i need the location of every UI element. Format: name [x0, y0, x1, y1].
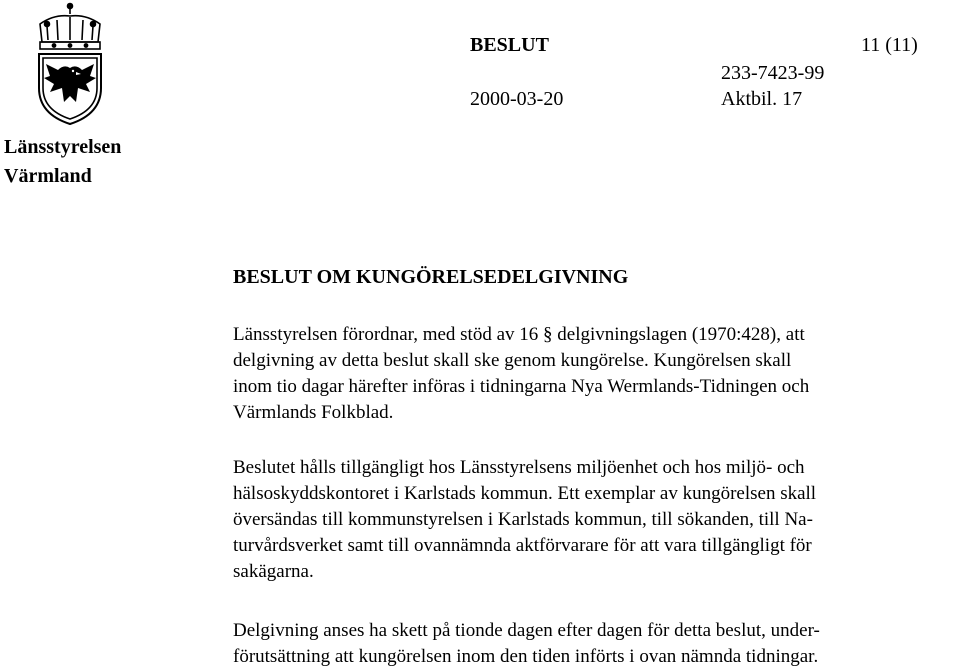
text-line: Länsstyrelsen förordnar, med stöd av 16 § delgivningslagen (1970:428), att — [233, 324, 805, 345]
document-type: BESLUT — [470, 34, 549, 56]
text-line: Delgivning anses ha skett på tionde dagen efter dagen för detta beslut, under- — [233, 620, 820, 641]
text-line: inom tio dagar härefter införas i tidningarna Nya Wermlands-Tidningen och — [233, 376, 810, 397]
appendix-number: Aktbil. 17 — [721, 88, 803, 110]
case-number: 233-7423-99 — [721, 62, 825, 84]
document-date: 2000-03-20 — [470, 88, 564, 110]
text-line: Beslutet hålls tillgängligt hos Länsstyrelsens miljöenhet och hos miljö- och — [233, 457, 805, 478]
paragraph-3 — [233, 618, 945, 670]
text-line: översändas till kommunstyrelsen i Karlstads kommun, till sökanden, till Na- — [233, 509, 813, 530]
authority-line-1: Länsstyrelsen — [4, 136, 122, 158]
paragraph-1 — [233, 322, 945, 426]
document-title: BESLUT OM KUNGÖRELSEDELGIVNING — [233, 266, 629, 288]
text-line: delgivning av detta beslut skall ske genom kungörelse. Kungörelsen skall — [233, 350, 792, 371]
text-line: Värmlands Folkblad. — [233, 402, 394, 423]
page-number: 11 (11) — [861, 34, 918, 56]
text-line: hälsoskyddskontoret i Karlstads kommun. Ett exemplar av kungörelsen skall — [233, 483, 817, 504]
paragraph-2 — [233, 455, 945, 585]
text-line: förutsättning att kungörelsen inom den tiden införts i ovan nämnda tidningar. — [233, 646, 819, 667]
text-line: turvårdsverket samt till ovannämnda aktförvarare för att vara tillgängligt för — [233, 535, 812, 556]
text-line: sakägarna. — [233, 561, 314, 582]
authority-name — [4, 133, 121, 191]
coat-of-arms-logo-icon — [34, 2, 106, 126]
authority-line-2: Värmland — [4, 165, 92, 187]
